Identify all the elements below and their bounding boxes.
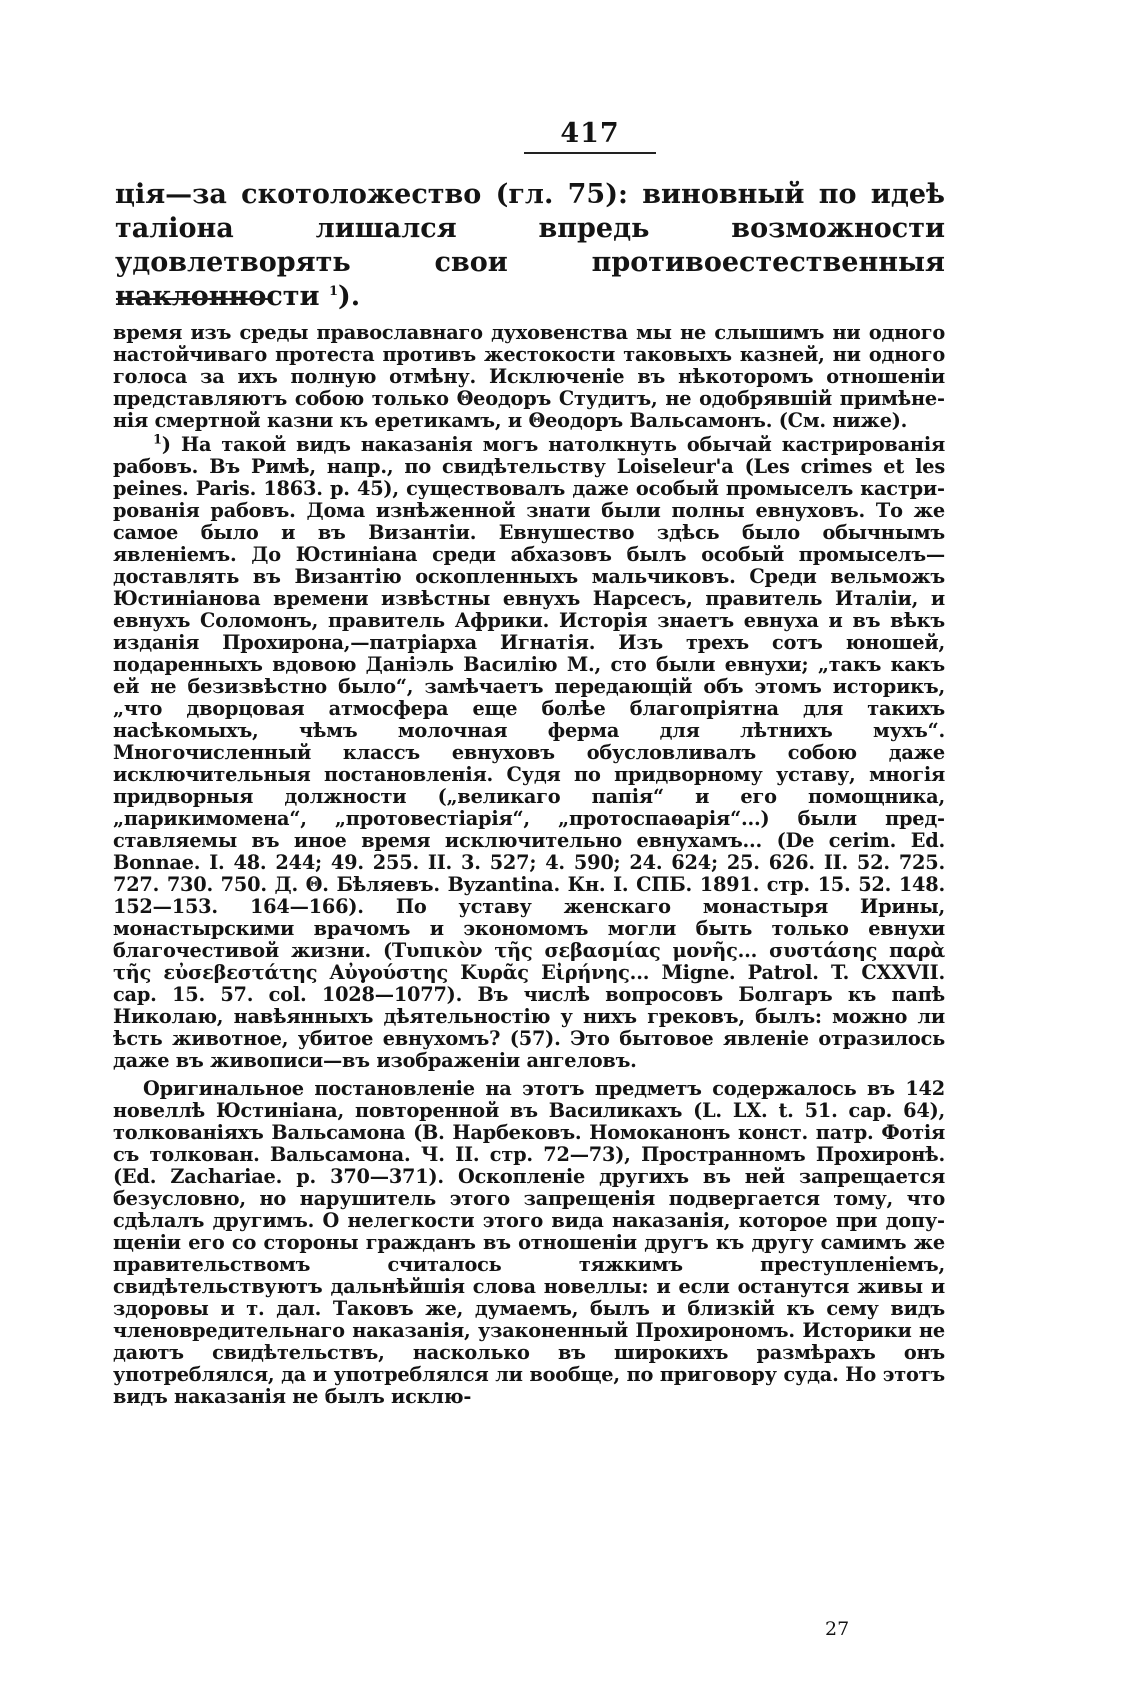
footnotes-block — [113, 322, 945, 1408]
footnote-separator — [116, 298, 268, 300]
main-text — [115, 178, 945, 314]
page-number-value: 417 — [524, 118, 655, 154]
footnote-1-text: ) На такой видъ наказанія могъ натолкнуть обычай кастрированія рабовъ. Въ Римѣ, напр., по свидѣтельству Loiseleur'а (Les crimes et les peines. Paris. 1863. p. 45), существовалъ даже особый промыселъ кастрированія рабовъ. Дома изнѣженной знати были полны евнуховъ. То же самое было и въ Византіи. Евнушество здѣсь было обычнымъ явленіемъ. До Юстиніана среди абхазовъ былъ особый промыселъ—доставлять въ Византію оскопленныхъ мальчиковъ. Среди вельможъ Юстиніанова времени извѣстны евнухъ Нарсесъ, правитель Италіи, и евнухъ Соломонъ, правитель Африки. Исторія знаетъ евнуха и въ вѣкъ изданія Прохирона,—патріарха Игнатія. Изъ трехъ сотъ юношей, подаренныхъ вдовою Даніэль Василію М., сто были евнухи; „такъ какъ ей не безизвѣстно было“, замѣчаетъ передающій объ этомъ историкъ, „что дворцовая атмосфера еще болѣе благопріятна для такихъ насѣкомыхъ, чѣмъ молочная ферма для лѣтнихъ мухъ“. Многочисленный классъ евнуховъ обусловливалъ собою даже исключительныя постановленія. Судя по придворному уставу, многія придворныя должности („великаго папія“ и его помощника, „парикимомена“, „протовестіарія“, „протоспаѳарія“...) были представляемы въ иное время исключительно евнухамъ... (De cerim. Ed. Bonnae. I. 48. 244; 49. 255. II. 3. 527; 4. 590; 24. 624; 25. 626. II. 52. 725. 727. 730. 750. Д. Θ. Бѣляевъ. Byzantina. Кн. I. СПБ. 1891. стр. 15. 52. 148. 152—153. 164—166). По уставу женскаго монастыря Ирины, монастырскими врачомъ и экономомъ могли быть только евнухи благочестивой жизни. (Τυπικὸν τῆς σεβασμίας μονῆς... συστάσης παρὰ τῆς εὐσεβεστάτης Αὐγούστης Κυρᾶς Εἰρήνης... Migne. Patrol. T. CXXVII. cap. 15. 57. col. 1028—1077). Въ числѣ вопросовъ Болгаръ къ папѣ Николаю, навѣянныхъ дѣятельностію у нихъ грековъ, былъ: можно ли ѣсть животное, убитое евнухомъ? (57). Это бытовое явленіе отразилось даже въ живописи—въ изображеніи ангеловъ. — [113, 433, 945, 1072]
footnote-continuation: время изъ среды православнаго духовенства мы не слышимъ ни одного настойчиваго протеста противъ жестокости таковыхъ казней, ни одного голоса за ихъ полную отмѣну. Исключеніе въ нѣкоторомъ отношеніи представляютъ собою только Θеодоръ Студитъ, не одобрявшій примѣненія смертной казни къ еретикамъ, и Θеодоръ Вальсамонъ. (См. ниже). — [113, 321, 945, 432]
footnote-reference: 1 — [328, 284, 338, 299]
signature-mark: 27 — [825, 1618, 850, 1640]
footnote-paragraph-2: Оригинальное постановленіе на этотъ предметъ содержалось въ 142 новеллѣ Юстиніана, повторенной въ Василикахъ (L. LX. t. 51. cap. 64), толкованіяхъ Вальсамона (В. Нарбековъ. Номоканонъ конст. патр. Фотія съ толкован. Вальсамона. Ч. II. стр. 72—73), Пространномъ Прохиронѣ. (Ed. Zachariae. p. 370—371). Оскопленіе другихъ въ ней запрещается безусловно, но нарушитель этого запрещенія подвергается тому, что сдѣлалъ другимъ. О нелегкости этого вида наказанія, которое при допущеніи его со стороны гражданъ въ отношеніи другъ къ другу самимъ же правительствомъ считалось тяжкимъ преступленіемъ, свидѣтельствуютъ дальнѣйшія слова новеллы: и если останутся живы и здоровы и т. дал. Таковъ же, думаемъ, былъ и близкій къ сему видъ членовредительнаго наказанія, узаконенный Прохирономъ. Историки не даютъ свидѣтельствъ, насколько въ широкихъ размѣрахъ онъ употреблялся, да и употреблялся ли вообще, по приговору суда. Но этотъ видъ наказанія не былъ исклю- — [113, 1077, 945, 1408]
main-text-end: ). — [337, 281, 361, 312]
footnote-1 — [113, 434, 945, 1072]
footnote-1-marker: 1 — [153, 432, 162, 448]
main-text-body: ція—за скотоложество (гл. 75): виновный по идеѣ таліона лишался впредь возможности удовлетворять свои противоестественныя наклонности — [115, 179, 945, 312]
page-number — [0, 118, 1140, 154]
